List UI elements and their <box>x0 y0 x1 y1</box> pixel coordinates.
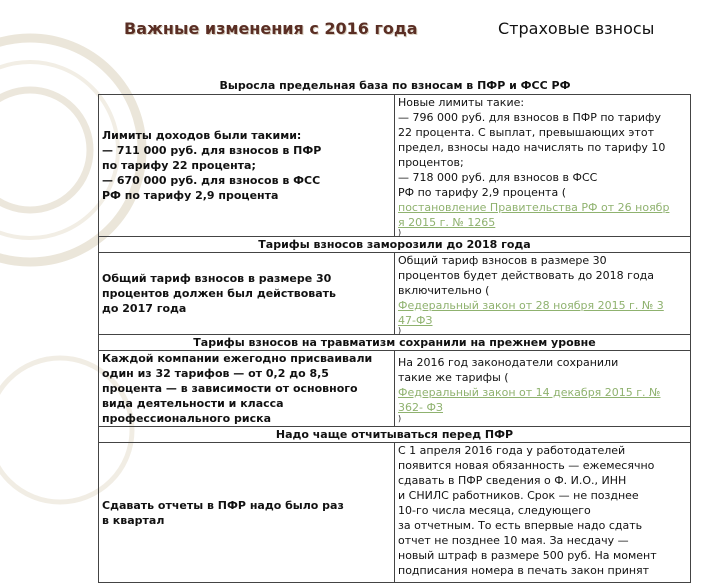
legal-link[interactable]: 362- ФЗ <box>398 400 443 414</box>
cell-line: появится новая обязанность — ежемесячно <box>398 459 655 472</box>
table-row <box>99 253 691 335</box>
cell-line: Каждой компании ежегодно присваивали <box>102 352 373 365</box>
section-row <box>99 335 691 351</box>
section-heading: Тарифы взносов на травматизм сохранили на прежнем уровне <box>99 335 691 351</box>
legal-link[interactable]: Федеральный закон от 28 ноября 2015 г. № 3 <box>398 299 664 312</box>
table-row <box>99 95 691 237</box>
legal-link[interactable]: Федеральный закон от 14 декабря 2015 г. № <box>398 385 661 399</box>
cell-line: процента — в зависимости от основного <box>102 382 358 395</box>
cell-line: процентов должен был действовать <box>102 287 336 300</box>
cell-line: — 711 000 руб. для взносов в ПФР <box>102 144 322 157</box>
section-row <box>99 427 691 443</box>
closing-paren: ) <box>398 228 402 237</box>
cell-line: 10-го числа месяца, следующего <box>398 504 591 517</box>
legal-link[interactable]: 47-ФЗ <box>398 314 433 327</box>
old-rule-cell <box>99 443 395 583</box>
cell-line: — 796 000 руб. для взносов в ПФР по тарифу <box>398 111 661 124</box>
old-rule-cell <box>99 95 395 237</box>
closing-paren: ) <box>398 413 402 423</box>
cell-line: за отчетным. То есть впервые надо сдать <box>398 519 643 532</box>
table-row <box>99 351 691 427</box>
cell-line: вида деятельности и класса <box>102 397 284 410</box>
old-rule-cell <box>99 253 395 335</box>
cell-line: РФ по тарифу 2,9 процента <box>102 189 279 202</box>
cell-line: — 670 000 руб. для взносов в ФСС <box>102 174 321 187</box>
section-heading: Надо чаще отчитываться перед ПФР <box>99 427 691 443</box>
page-subtitle: Страховые взносы <box>498 19 655 38</box>
table-row <box>99 443 691 583</box>
old-rule-cell <box>99 351 395 427</box>
cell-line: На 2016 год законодатели сохранили <box>398 355 619 369</box>
cell-line: новый штраф в размере 500 руб. На момент <box>398 549 657 562</box>
cell-line: по тарифу 22 процента; <box>102 159 256 172</box>
cell-line: Лимиты доходов были такими: <box>102 129 302 142</box>
table-heading: Выросла предельная база по взносам в ПФР и ФСС РФ <box>219 79 571 92</box>
legal-link[interactable]: постановление Правительства РФ от 26 ноябр <box>398 201 670 214</box>
cell-line: Общий тариф взносов в размере 30 <box>102 272 332 285</box>
new-rule-cell <box>395 253 691 335</box>
cell-line: отчет не позднее 10 мая. За несдачу — <box>398 534 629 547</box>
section-heading: Тарифы взносов заморозили до 2018 года <box>99 237 691 253</box>
cell-line: процентов; <box>398 156 464 169</box>
cell-line: подписания номера в печать закон принят <box>398 564 650 577</box>
new-rule-cell <box>395 95 691 237</box>
section-row <box>99 237 691 253</box>
cell-line: предел, взносы надо начислять по тарифу 10 <box>398 141 666 154</box>
cell-line: такие же тарифы ( <box>398 370 509 384</box>
cell-line: профессионального риска <box>102 412 272 425</box>
cell-line: один из 32 тарифов — от 0,2 до 8,5 <box>102 367 329 380</box>
changes-table <box>98 94 691 583</box>
cell-line: Общий тариф взносов в размере 30 <box>398 254 607 267</box>
cell-line: Сдавать отчеты в ПФР надо было раз <box>102 498 344 512</box>
cell-line: 22 процента. С выплат, превышающих этот <box>398 126 654 139</box>
legal-link[interactable]: я 2015 г. № 1265 <box>398 216 496 229</box>
new-rule-cell <box>395 443 691 583</box>
cell-line: С 1 апреля 2016 года у работодателей <box>398 444 626 457</box>
cell-line: в квартал <box>102 513 165 527</box>
cell-line: Новые лимиты такие: <box>398 96 525 109</box>
new-rule-cell <box>395 351 691 427</box>
page-title: Важные изменения с 2016 года <box>124 19 418 38</box>
closing-paren: ) <box>398 326 402 335</box>
cell-line: до 2017 года <box>102 302 187 315</box>
cell-line: сдавать в ПФР сведения о Ф. И.О., ИНН <box>398 474 627 487</box>
cell-line: РФ по тарифу 2,9 процента ( <box>398 186 566 199</box>
cell-line: — 718 000 руб. для взносов в ФСС <box>398 171 598 184</box>
cell-line: процентов будет действовать до 2018 года <box>398 269 655 282</box>
cell-line: и СНИЛС работников. Срок — не позднее <box>398 489 639 502</box>
cell-line: включительно ( <box>398 284 490 297</box>
